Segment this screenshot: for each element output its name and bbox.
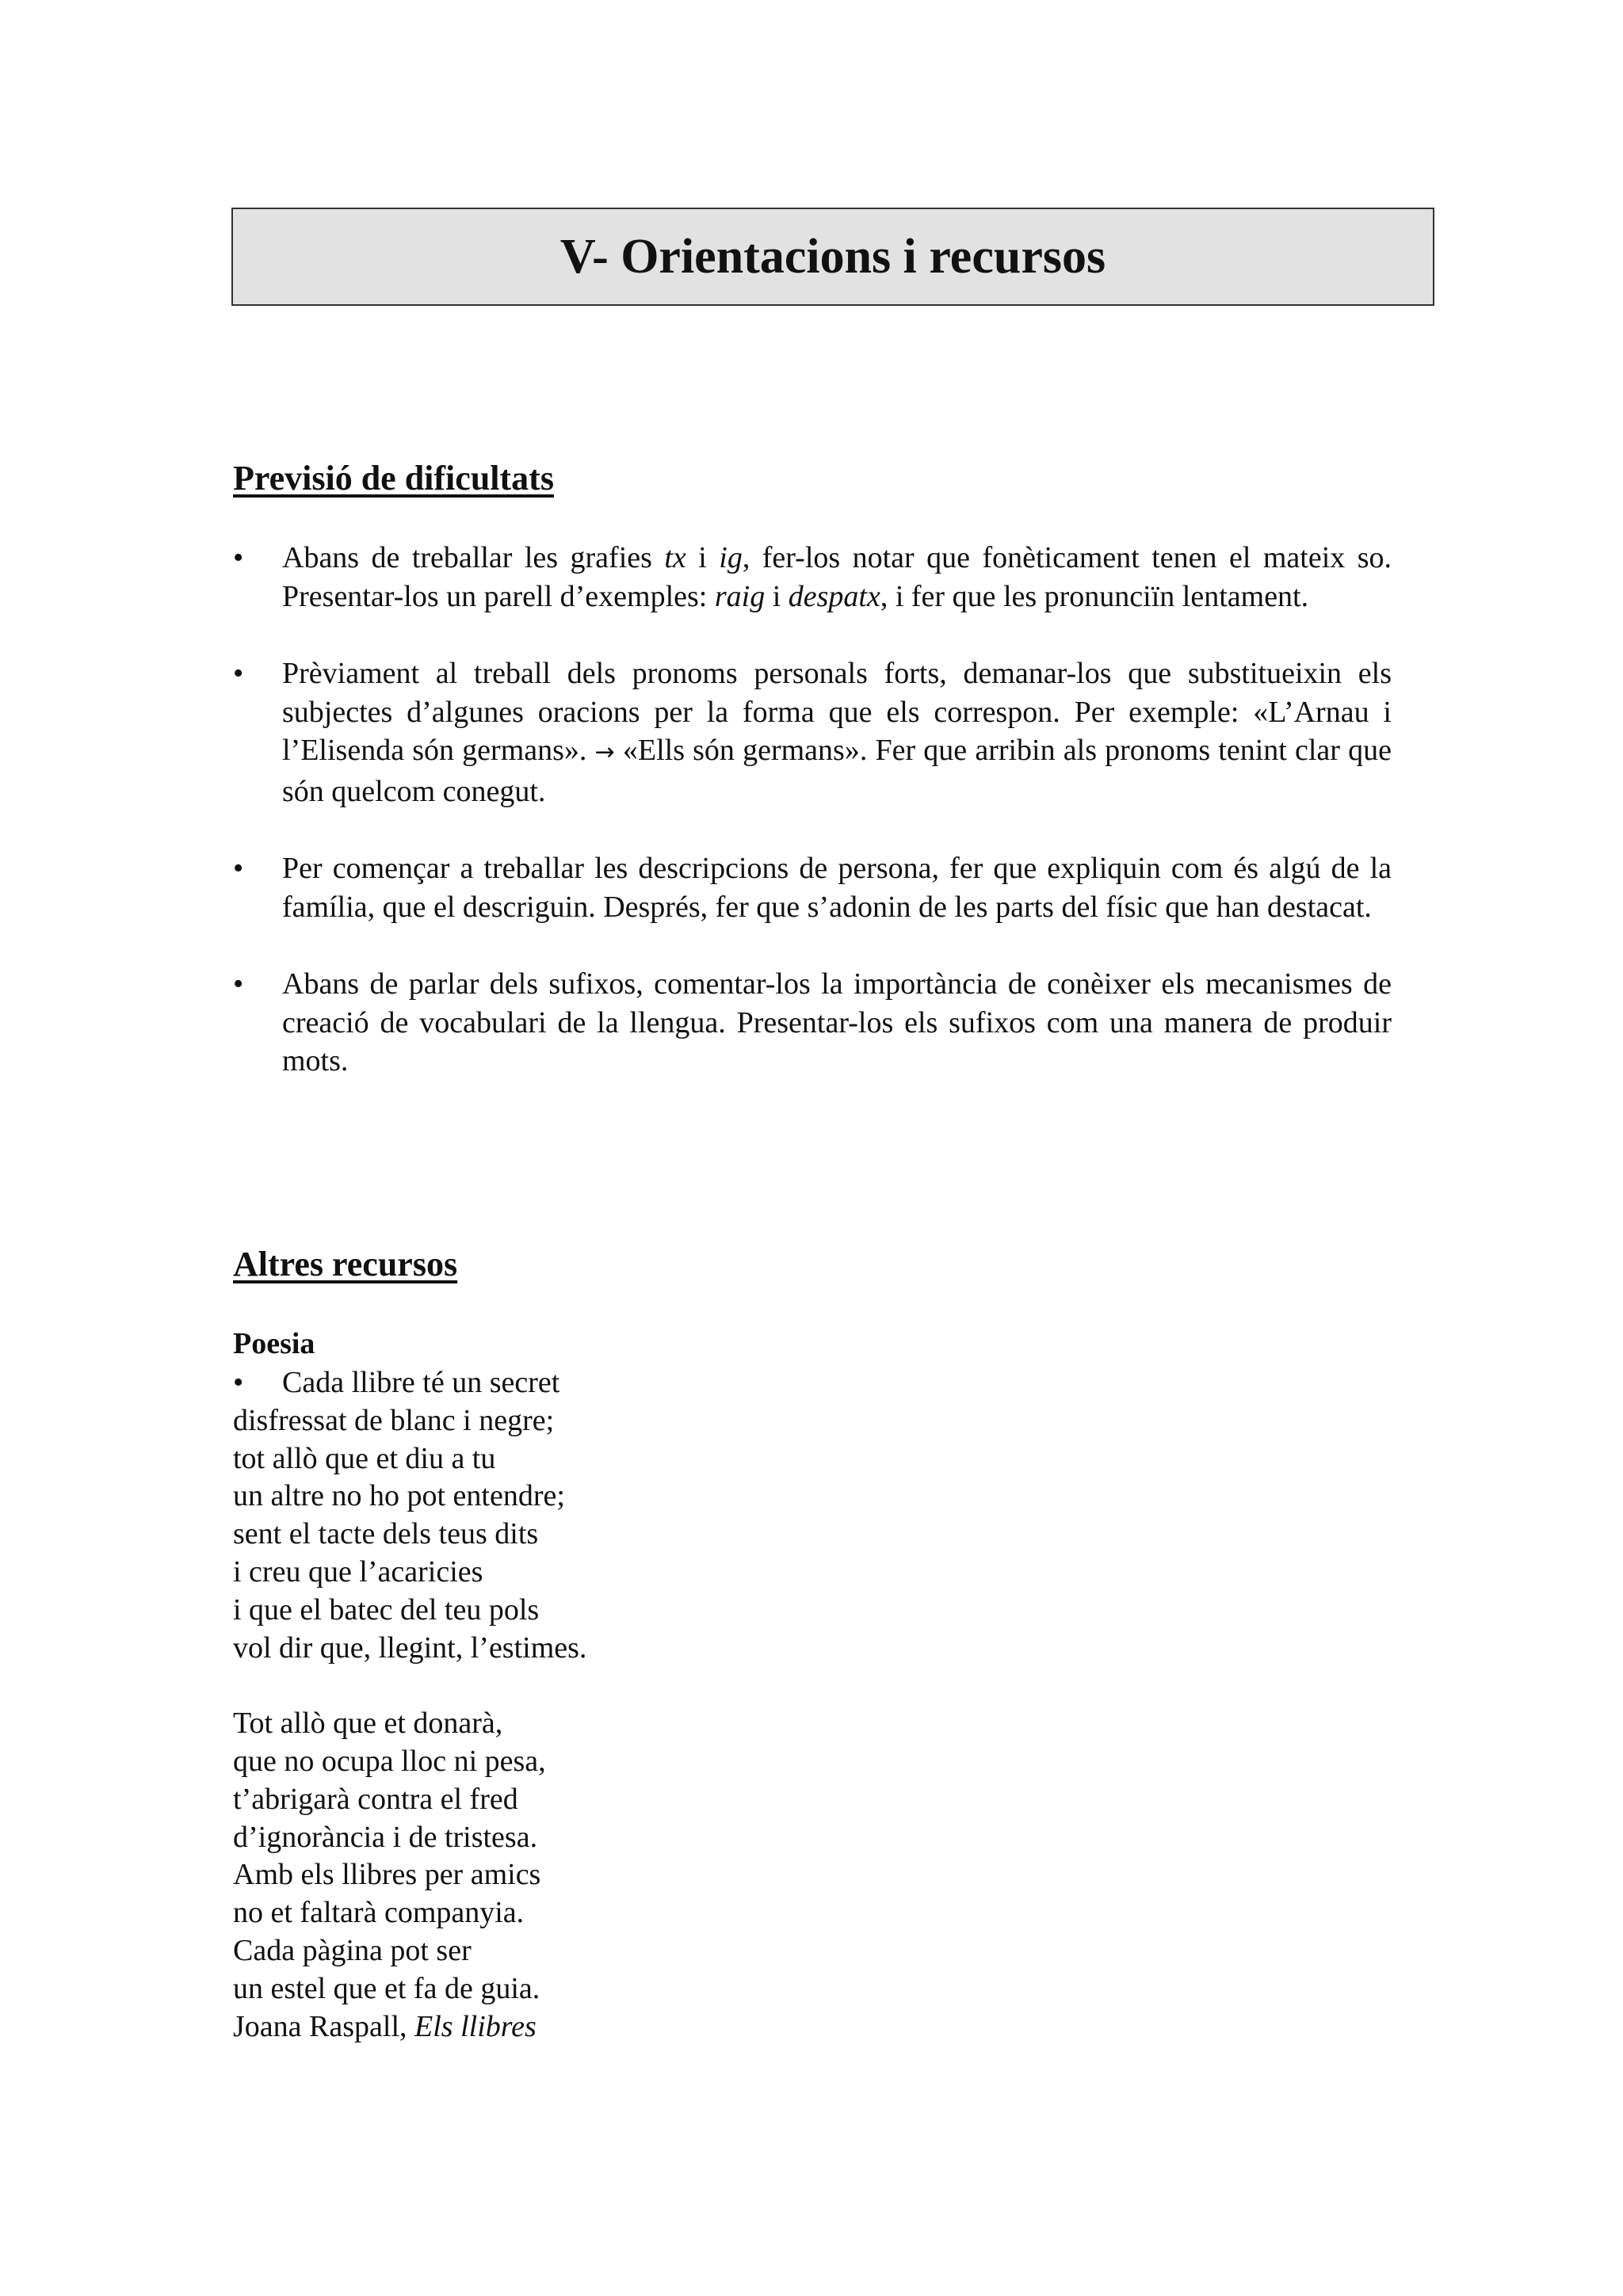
- poem-attribution: [233, 2008, 586, 2046]
- poem-line: Amb els llibres per amics: [233, 1858, 541, 1892]
- poem-line: tot allò que et diu a tu: [233, 1441, 496, 1475]
- bullet-icon: •: [233, 852, 244, 885]
- poem-line: sent el tacte dels teus dits: [233, 1517, 539, 1551]
- section-heading-previsio: Previsió de dificultats: [233, 459, 554, 498]
- bullet-icon: •: [233, 967, 244, 1001]
- page-title: V- Orientacions i recursos: [559, 230, 1106, 284]
- poem-line: d’ignorància i de tristesa.: [233, 1820, 538, 1854]
- poem-author: Joana Raspall,: [233, 2009, 415, 2043]
- list-item: • Prèviament al treball dels pronoms personals forts, demanar-los que substitueixin els subjectes d’algunes oracions per la forma que els correspon. Per exemple: «L’Arnau i l’Elisenda són germans». → «Ells són germans». Fer que arribin als pronoms tenint clar que són quelcom conegut.: [233, 654, 1392, 810]
- poem-line: un altre no ho pot entendre;: [233, 1479, 565, 1513]
- poem-line: que no ocupa lloc ni pesa,: [233, 1744, 546, 1778]
- poem-line: disfressat de blanc i negre;: [233, 1403, 555, 1437]
- stanza-break: [233, 1667, 586, 1705]
- list-item: • Abans de treballar les grafies tx i ig, fer-los notar que fonèticament tenen el mateix so. Presentar-los un parell d’exemples: raig i despatx, i fer que les pronunciïn lentament.: [233, 539, 1392, 616]
- poem-label: Poesia: [233, 1327, 315, 1360]
- section-heading-altres: Altres recursos: [233, 1245, 458, 1283]
- difficulties-list: [233, 539, 1392, 1119]
- poem: [233, 1364, 586, 2046]
- poem-line: un estel que et fa de guia.: [233, 1971, 540, 2005]
- poem-line: t’abrigarà contra el fred: [233, 1782, 518, 1816]
- list-item: • Abans de parlar dels sufixos, comentar-los la importància de conèixer els mecanismes de creació de vocabulari de la llengua. Presentar-los els sufixos com una manera de produir mots.: [233, 965, 1392, 1081]
- poem-line: • Cada llibre té un secret: [233, 1364, 586, 1402]
- poem-line: no et faltarà companyia.: [233, 1896, 525, 1930]
- arrow-right-icon: →: [594, 738, 615, 766]
- list-item: • Per començar a treballar les descripcions de persona, fer que expliquin com és algú de la família, que el descriguin. Després, fer que s’adonin de les parts del físic que han destacat.: [233, 849, 1392, 926]
- poem-line: i que el batec del teu pols: [233, 1592, 540, 1627]
- poem-line: vol dir que, llegint, l’estimes.: [233, 1630, 587, 1665]
- bullet-icon: •: [233, 541, 244, 574]
- bullet-icon: •: [233, 657, 244, 690]
- poem-work-title: Els llibres: [414, 2009, 537, 2043]
- poem-line: Tot allò que et donarà,: [233, 1707, 503, 1741]
- title-box: [231, 208, 1434, 306]
- poem-line: Cada pàgina pot ser: [233, 1933, 472, 1967]
- bullet-icon: •: [233, 1366, 244, 1399]
- poem-line: i creu que l’acaricies: [233, 1554, 483, 1589]
